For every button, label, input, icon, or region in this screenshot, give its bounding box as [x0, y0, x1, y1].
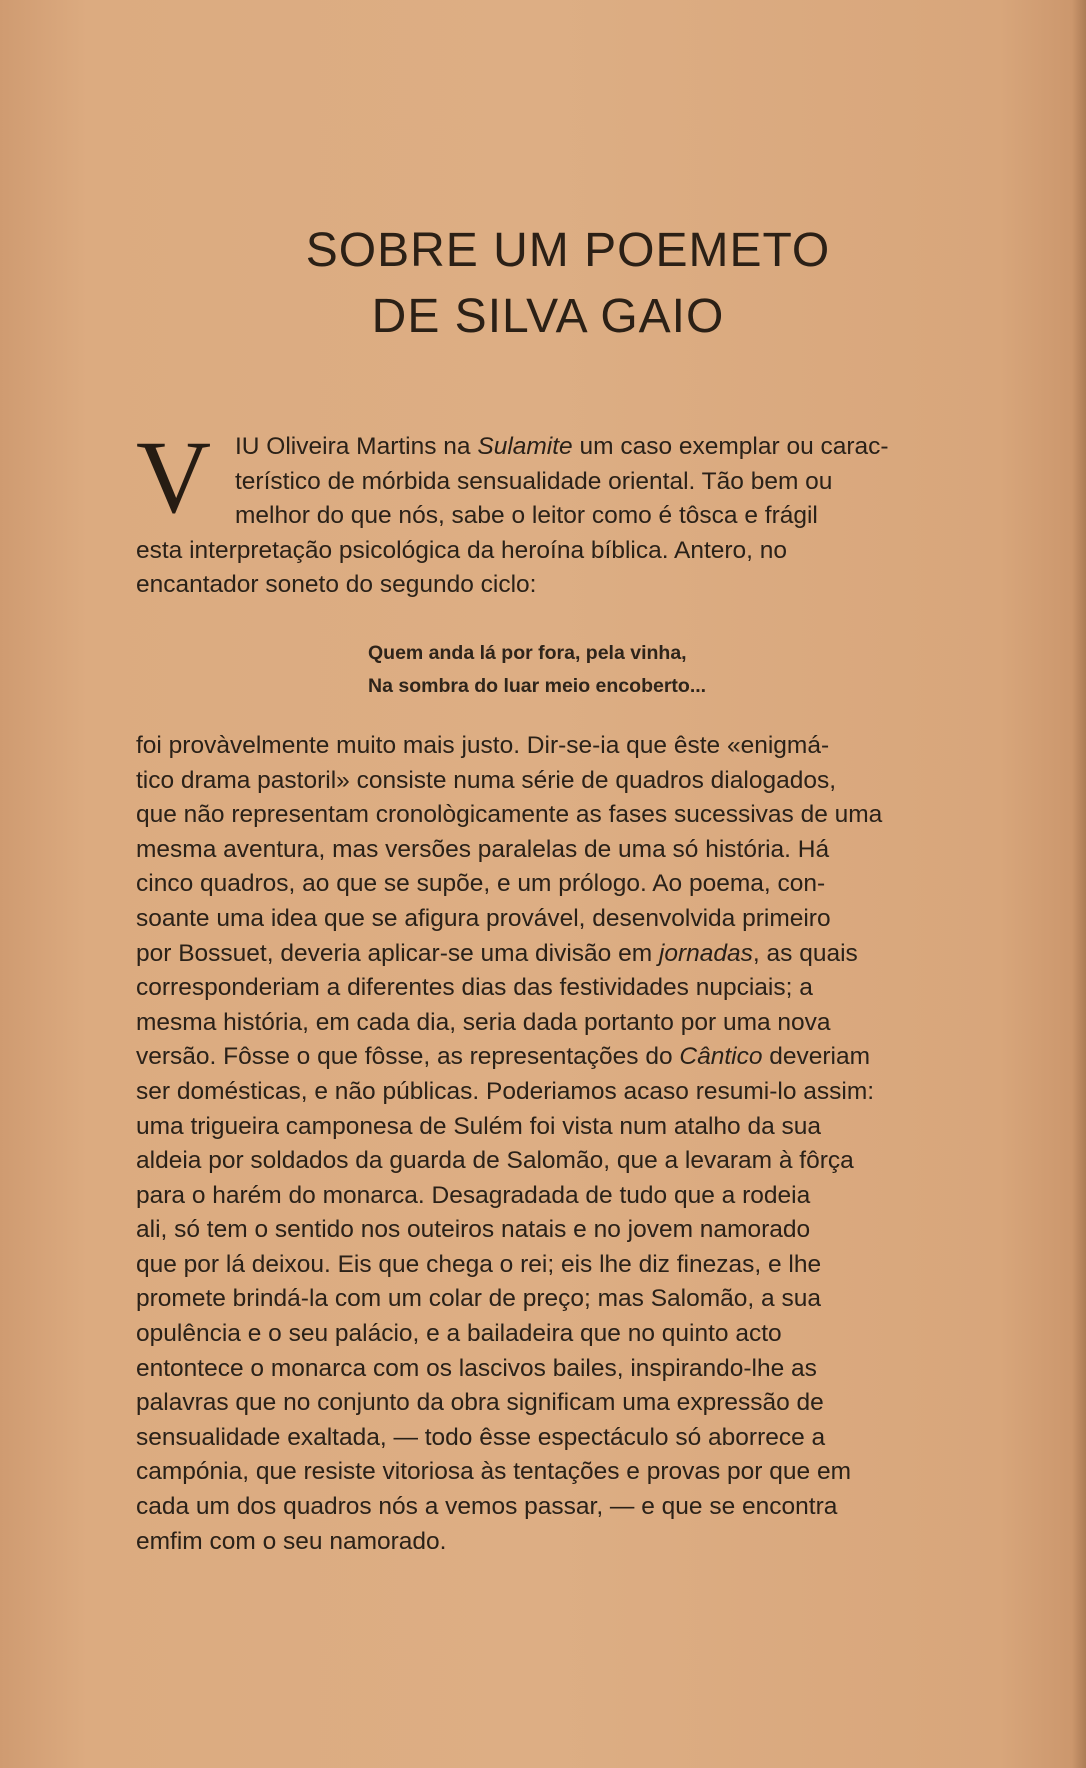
verse-line-1: Quem anda lá por fora, pela vinha,	[368, 641, 687, 664]
intro-line: IU Oliveira Martins na Sulamite um caso exemplar ou carac-	[235, 433, 889, 460]
intro-paragraph	[136, 420, 998, 603]
body-line: entontece o monarca com os lascivos bailes, inspirando-lhe as	[136, 1354, 817, 1382]
verse-quote	[368, 637, 998, 703]
body-line: campónia, que resiste vitoriosa às tentações e provas por que em	[136, 1458, 851, 1486]
body-line: aldeia por soldados da guarda de Salomão, que a levaram à fôrça	[136, 1147, 854, 1175]
drop-cap: V	[136, 420, 212, 535]
body-line: cada um dos quadros nós a vemos passar, — e que se encontra	[136, 1493, 838, 1521]
title-line-1: SOBRE UM POEMETO	[305, 224, 831, 277]
body-line: que não representam cronològicamente as fases sucessivas de uma	[136, 801, 883, 829]
intro-indented-lines	[136, 420, 998, 535]
intro-line: esta interpretação psicológica da heroína bíblica. Antero, no	[136, 536, 788, 564]
body-line: corresponderiam a diferentes dias das festividades nupciais; a	[136, 974, 813, 1002]
body-line: soante uma idea que se afigura provável, desenvolvida primeiro	[136, 904, 831, 932]
body-line: uma trigueira camponesa de Sulém foi vista num atalho da sua	[136, 1112, 822, 1140]
intro-line: terístico de mórbida sensualidade oriental. Tão bem ou	[235, 467, 833, 495]
intro-line: encantador soneto do segundo ciclo:	[136, 571, 537, 599]
page-title	[0, 218, 1086, 350]
body-line: que por lá deixou. Eis que chega o rei; eis lhe diz finezas, e lhe	[136, 1250, 822, 1278]
main-paragraph	[136, 729, 998, 1559]
body-line: tico drama pastoril» consiste numa série de quadros dialogados,	[136, 766, 837, 794]
body-line: para o harém do monarca. Desagradada de tudo que a rodeia	[136, 1181, 811, 1209]
body-line: versão. Fôsse o que fôsse, as representações do Cântico deveriam	[136, 1043, 871, 1071]
body-line: ser domésticas, e não públicas. Poderiamos acaso resumi-lo assim:	[136, 1077, 875, 1105]
body-line: emfim com o seu namorado.	[136, 1527, 447, 1555]
title-line-2: DE SILVA GAIO	[371, 290, 725, 343]
verse-line-2: Na sombra do luar meio encoberto...	[368, 674, 707, 697]
italic-term: jornadas	[658, 939, 753, 967]
italic-term: Cântico	[679, 1043, 763, 1071]
intro-line: melhor do que nós, sabe o leitor como é tôsca e frágil	[235, 502, 818, 530]
body-line: sensualidade exaltada, — todo êsse espectáculo só aborrece a	[136, 1423, 826, 1451]
body-line: ali, só tem o sentido nos outeiros natais e no jovem namorado	[136, 1216, 811, 1244]
body-line: por Bossuet, deveria aplicar-se uma divisão em jornadas, as quais	[136, 939, 858, 967]
body-line: palavras que no conjunto da obra significam uma expressão de	[136, 1389, 824, 1417]
body-line: mesma aventura, mas versões paralelas de uma só história. Há	[136, 835, 830, 863]
article-body	[136, 420, 998, 1559]
body-line: foi provàvelmente muito mais justo. Dir-se-ia que êste «enigmá-	[136, 731, 830, 759]
body-line: cinco quadros, ao que se supõe, e um prólogo. Ao poema, con-	[136, 870, 826, 898]
body-line: mesma história, em cada dia, seria dada portanto por uma nova	[136, 1008, 831, 1036]
body-line: opulência e o seu palácio, e a bailadeira que no quinto acto	[136, 1320, 782, 1348]
body-line: promete brindá-la com um colar de preço; mas Salomão, a sua	[136, 1285, 821, 1313]
